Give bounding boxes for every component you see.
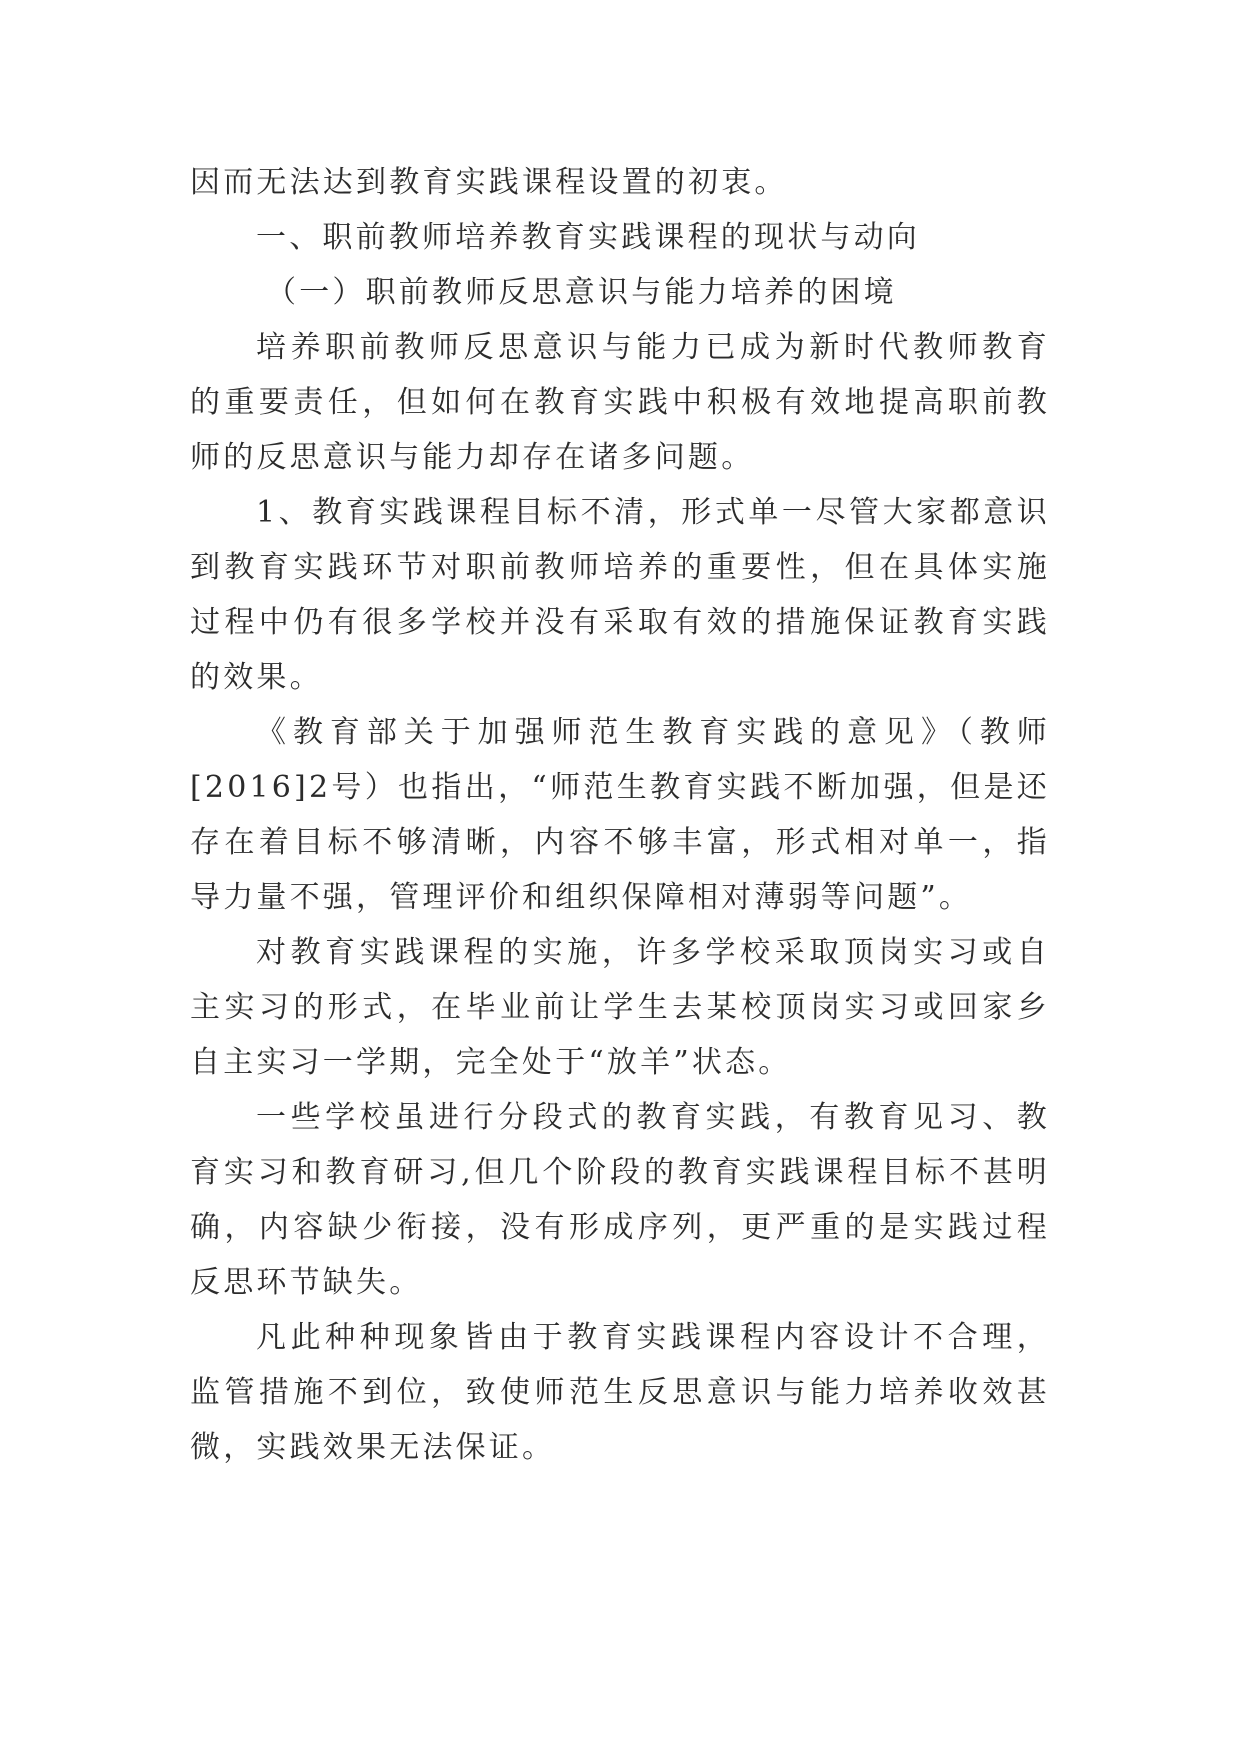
section-heading: 一、职前教师培养教育实践课程的现状与动向 xyxy=(256,220,920,255)
body-paragraph: 凡此种种现象皆由于教育实践课程内容设计不合理，监管措施不到位，致使师范生反思意识与能力培养收效甚微，实践效果无法保证。 xyxy=(190,1320,1050,1465)
body-paragraph: 培养职前教师反思意识与能力已成为新时代教师教育的重要责任，但如何在教育实践中积极有效地提高职前教师的反思意识与能力却存在诸多问题。 xyxy=(190,330,1050,475)
body-paragraph: 对教育实践课程的实施，许多学校采取顶岗实习或自主实习的形式，在毕业前让学生去某校顶岗实习或回家乡自主实习一学期，完全处于“放羊”状态。 xyxy=(190,935,1050,1080)
body-paragraph: 1、教育实践课程目标不清，形式单一尽管大家都意识到教育实践环节对职前教师培养的重要性，但在具体实施过程中仍有很多学校并没有采取有效的措施保证教育实践的效果。 xyxy=(190,495,1050,695)
paragraph-continuation: 因而无法达到教育实践课程设置的初衷。 xyxy=(190,165,788,200)
body-paragraph: 一些学校虽进行分段式的教育实践，有教育见习、教育实习和教育研习,但几个阶段的教育实践课程目标不甚明确，内容缺少衔接，没有形成序列，更严重的是实践过程反思环节缺失。 xyxy=(190,1100,1050,1300)
body-paragraph: 《教育部关于加强师范生教育实践的意见》（教师[2016]2号）也指出，“师范生教育实践不断加强，但是还存在着目标不够清晰，内容不够丰富，形式相对单一，指导力量不强，管理评价和组织保障相对薄弱等问题”。 xyxy=(190,715,1050,915)
document-body xyxy=(190,155,1050,1475)
subsection-heading: （一）职前教师反思意识与能力培养的困境 xyxy=(266,275,897,310)
